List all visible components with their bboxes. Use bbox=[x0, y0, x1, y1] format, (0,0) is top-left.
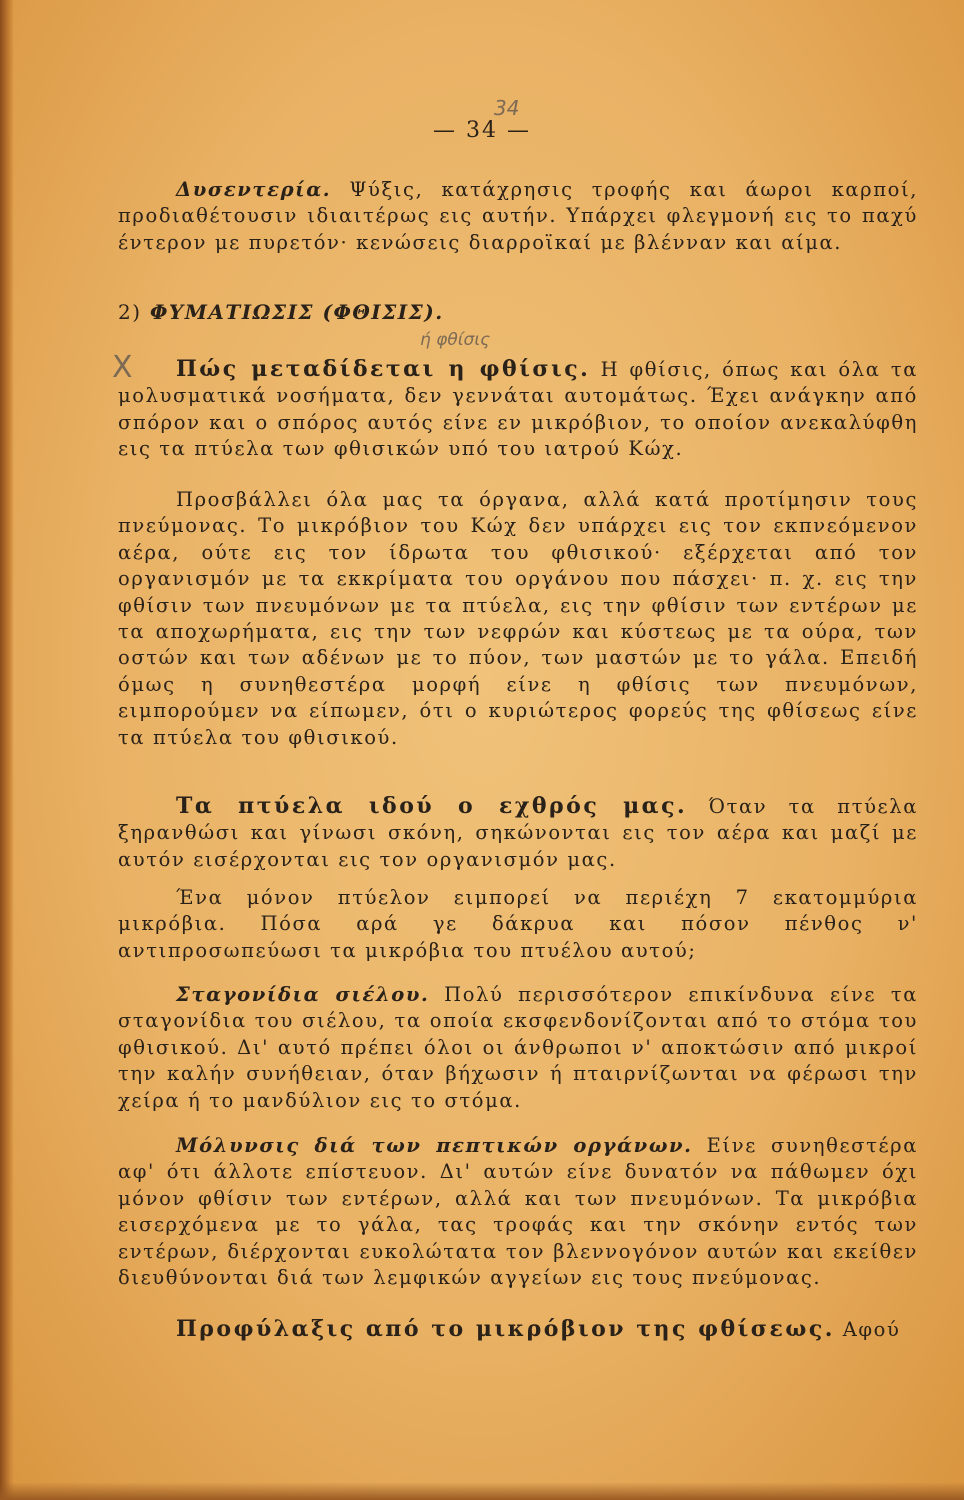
paragraph-dysentery bbox=[118, 177, 918, 256]
pencil-page-number: 34 bbox=[494, 96, 520, 120]
paragraph-microbes-count-body: Ένα μόνον πτύελον ειμπορεί να περιέχη 7 εκατομμύρια μικρόβια. Πόσα αρά γε δάκρυα και πόσον πένθος ν' αντιπροσωπεύωσι τα μικρόβια του πτυέλου αυτού; bbox=[118, 886, 918, 962]
term-dysentery: Δυσεντερία. bbox=[176, 178, 332, 201]
heading-saliva: Σταγονίδια σιέλου. bbox=[176, 983, 430, 1006]
paragraph-prevention-body: Αφού bbox=[842, 1318, 901, 1341]
paragraph-microbes-count bbox=[118, 885, 918, 964]
paragraph-sputum-body: Όταν τα πτύελα ξηρανθώσι και γίνωσι σκόνη, σηκώνονται εις τον αέρα και μαζί με αυτόν εισέρχονται εις τον οργανισμόν μας. bbox=[118, 795, 918, 871]
pencil-note: ή φθίσις bbox=[420, 330, 491, 350]
section-number: 2) bbox=[118, 300, 142, 324]
heading-digestive: Μόλυνσις διά των πεπτικών οργάνων. bbox=[176, 1134, 693, 1157]
paragraph-saliva-body: Πολύ περισσότερον επικίνδυνα είνε τα σταγονίδια του σιέλου, τα οποία εκσφενδονίζονται από το στόμα του φθισικού. Δι' αυτό πρέπει όλοι οι άνθρωποι ν' αποκτώσιν από μικροί την καλήν συνήθειαν, όταν βήχωσιν ή πταιρνίζωνται να φέρωσι την χείρα ή το μανδύλιον εις το στόμα. bbox=[118, 983, 918, 1112]
paragraph-saliva bbox=[118, 982, 918, 1114]
heading-sputum: Τα πτύελα ιδού ο εχθρός μας. bbox=[176, 793, 688, 819]
paragraph-digestive-body: Είνε συνηθεστέρα αφ' ότι άλλοτε επίστευον. Δι' αυτών είνε δυνατόν να πάθωμεν όχι μόνον φθίσιν των εντέρων, αλλά και των πνευμόνων. Τα μικρόβια εισερχόμενα με το γάλα, τας τροφάς και την σκόνην εντός των εντέρων, διέρχονται ευκολώτατα τον βλεννογόνον αυτών και εκείθεν διευθύνονται διά των λεμφικών αγγείων εις τους πνεύμονας. bbox=[118, 1134, 919, 1290]
paragraph-organs-body: Προσβάλλει όλα μας τα όργανα, αλλά κατά προτίμησιν τους πνεύμονας. Το μικρόβιον του Κώχ δεν υπάρχει εις τον εκπνεόμενον αέρα, ούτε εις τον ίδρωτα του φθισικού· εξέρχεται από τον οργανισμόν με τα εκκρίματα του οργάνου που πάσχει· π. χ. εις την φθίσιν των πνευμόνων με τα πτύελα, εις την φθίσιν των εντέρων με τα αποχωρήματα, εις την των νεφρών και κύστεως με τα ούρα, των οστών και των αδένων με το πύον, των μαστών με το γάλα. Επειδή όμως η συνηθεστέρα μορφή είνε η φθίσις των πνευμόνων, ειμπορούμεν να είπωμεν, ότι ο κυριώτερος φορεύς της φθίσεως είνε τα πτύελα του φθισικού. bbox=[118, 488, 918, 749]
paragraph-prevention bbox=[118, 1316, 918, 1343]
page-bottom-edge bbox=[0, 1482, 964, 1500]
page-number: — 34 — bbox=[433, 118, 531, 143]
paragraph-transmission-body: Η φθίσις, όπως και όλα τα μολυσματικά νοσήματα, δεν γεννάται αυτομάτως. Έχει ανάγκην από σπόρον και ο σπόρος αυτός είνε εν μικρόβιον, το οποίον ανεκαλύφθη εις τα πτύελα των φθισικών υπό του ιατρού Κώχ. bbox=[118, 358, 918, 461]
paragraph-transmission bbox=[118, 356, 918, 463]
pencil-x-mark: X bbox=[112, 350, 133, 385]
page-left-edge bbox=[0, 0, 14, 1500]
paragraph-dysentery-body: Ψύξις, κατάχρησις τροφής και άωροι καρποί, προδιαθέτουσιν ιδιαιτέρως εις αυτήν. Υπάρχει φλεγμονή εις το παχύ έντερον με πυρετόν· κενώσεις διαρροϊκαί με βλένναν και αίμα. bbox=[118, 178, 918, 254]
section-title: ΦΥΜΑΤΙΩΣΙΣ (ΦΘΙΣΙΣ). bbox=[150, 300, 444, 324]
paragraph-sputum bbox=[118, 793, 918, 873]
heading-prevention: Προφύλαξις από το μικρόβιον της φθίσεως. bbox=[176, 1316, 835, 1342]
paragraph-organs bbox=[118, 487, 918, 751]
paragraph-digestive bbox=[118, 1133, 918, 1291]
section-heading bbox=[118, 300, 444, 324]
heading-transmission: Πώς μεταδίδεται η φθίσις. bbox=[176, 356, 591, 382]
